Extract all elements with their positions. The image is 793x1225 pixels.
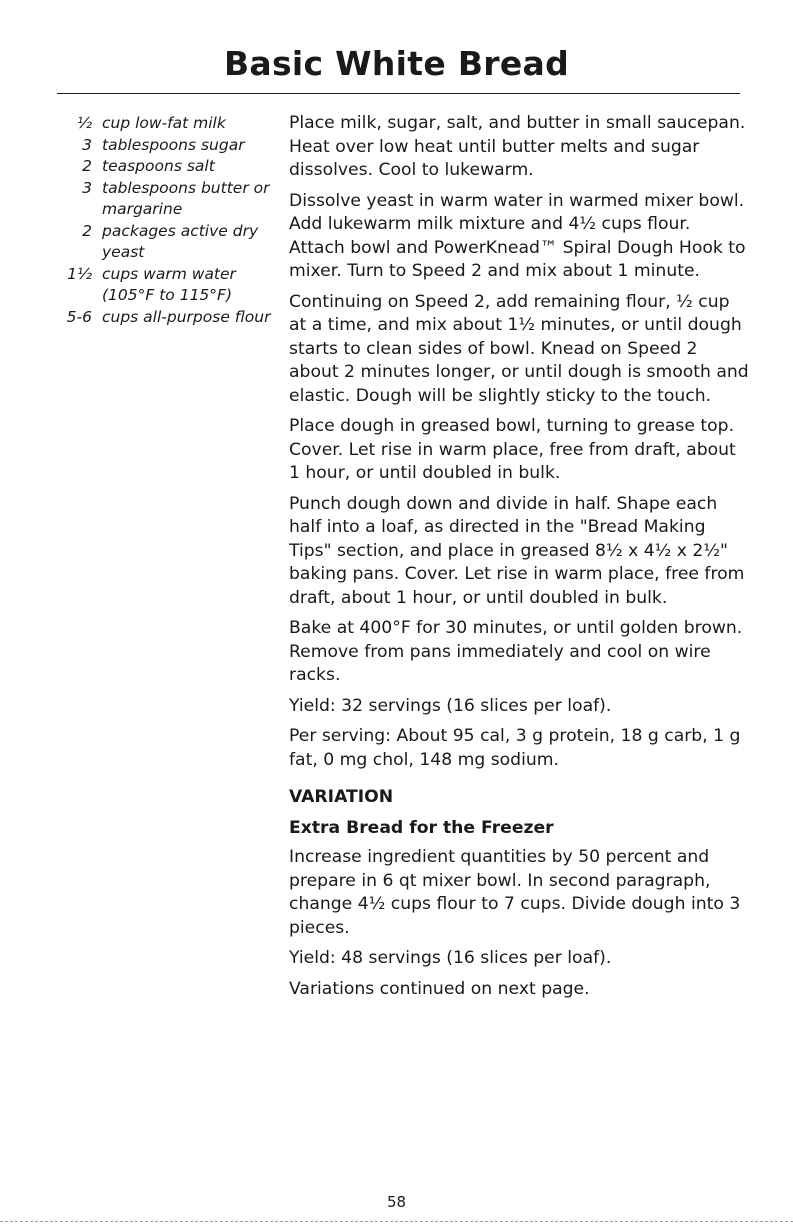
- method-step: Place dough in greased bowl, turning to grease top. Cover. Let rise in warm place, free from draft, about 1 hour, or until doubled in bulk.: [289, 416, 736, 483]
- ingredient-description: cups all-purpose flour: [102, 307, 271, 326]
- ingredient-quantity: 3: [82, 178, 92, 197]
- variation-yield: Yield: 48 servings (16 slices per loaf).: [289, 948, 612, 968]
- ingredient-quantity: ½: [76, 114, 92, 132]
- ingredient-description: packages active dry yeast: [102, 221, 259, 261]
- ingredient-description: teaspoons salt: [102, 157, 215, 175]
- ingredient-quantity: 2: [82, 221, 92, 240]
- ingredient-description: cups warm water (105°F to 115°F): [102, 264, 236, 304]
- ingredient-description: cup low-fat milk: [102, 114, 226, 132]
- variation-paragraph: Increase ingredient quantities by 50 percent and prepare in 6 qt mixer bowl. In second paragraph, change 4½ cups flour to 7 cups. Divide dough into 3 pieces.: [289, 847, 741, 938]
- page-bottom-edge: [0, 1221, 793, 1222]
- ingredient-item: [58, 156, 278, 178]
- method-step: Dissolve yeast in warm water in warmed mixer bowl. Add lukewarm milk mixture and 4½ cups flour. Attach bowl and PowerKnead™ Spiral Dough Hook to mixer. Turn to Speed 2 and mix about 1 minute.: [289, 190, 746, 281]
- ingredient-quantity: 5-6: [66, 307, 92, 326]
- variation-heading: VARIATION: [289, 787, 394, 807]
- title-divider: [57, 93, 740, 94]
- ingredient-item: [58, 221, 278, 264]
- method-step: Place milk, sugar, salt, and butter in small saucepan. Heat over low heat until butter melts and sugar dissolves. Cool to lukewarm.: [289, 113, 746, 180]
- ingredient-item: [58, 178, 278, 221]
- variation-subheading: Extra Bread for the Freezer: [289, 817, 554, 838]
- nutrition-text: Per serving: About 95 cal, 3 g protein, 18 g carb, 1 g fat, 0 mg chol, 148 mg sodium.: [289, 726, 741, 770]
- page-number: 58: [386, 1193, 407, 1211]
- method-column: [289, 112, 749, 1008]
- ingredient-list: [58, 113, 278, 328]
- variation-continued-note: Variations continued on next page.: [289, 978, 590, 999]
- ingredient-item: [58, 135, 278, 157]
- page-title: Basic White Bread: [223, 44, 570, 83]
- method-step: Continuing on Speed 2, add remaining flour, ½ cup at a time, and mix about 1½ minutes, or until dough starts to clean sides of bowl. Knead on Speed 2 about 2 minutes longer, or until dough is smooth and elastic. Dough will be slightly sticky to the touch.: [289, 291, 749, 406]
- ingredient-quantity: 1½: [67, 264, 92, 283]
- ingredient-item: [58, 264, 278, 307]
- ingredient-item: [58, 113, 278, 135]
- ingredient-quantity: 3: [82, 135, 92, 154]
- yield-text: Yield: 32 servings (16 slices per loaf).: [289, 695, 612, 716]
- method-step: Bake at 400°F for 30 minutes, or until golden brown. Remove from pans immediately and cool on wire racks.: [289, 618, 743, 685]
- ingredient-quantity: 2: [82, 157, 92, 175]
- ingredient-description: tablespoons butter or margarine: [102, 178, 270, 218]
- method-step: Punch dough down and divide in half. Shape each half into a loaf, as directed in the "Bread Making Tips" section, and place in greased 8½ x 4½ x 2½" baking pans. Cover. Let rise in warm place, free from draft, about 1 hour, or until doubled in bulk.: [289, 493, 745, 608]
- ingredient-item: [58, 307, 278, 329]
- ingredient-description: tablespoons sugar: [102, 135, 245, 154]
